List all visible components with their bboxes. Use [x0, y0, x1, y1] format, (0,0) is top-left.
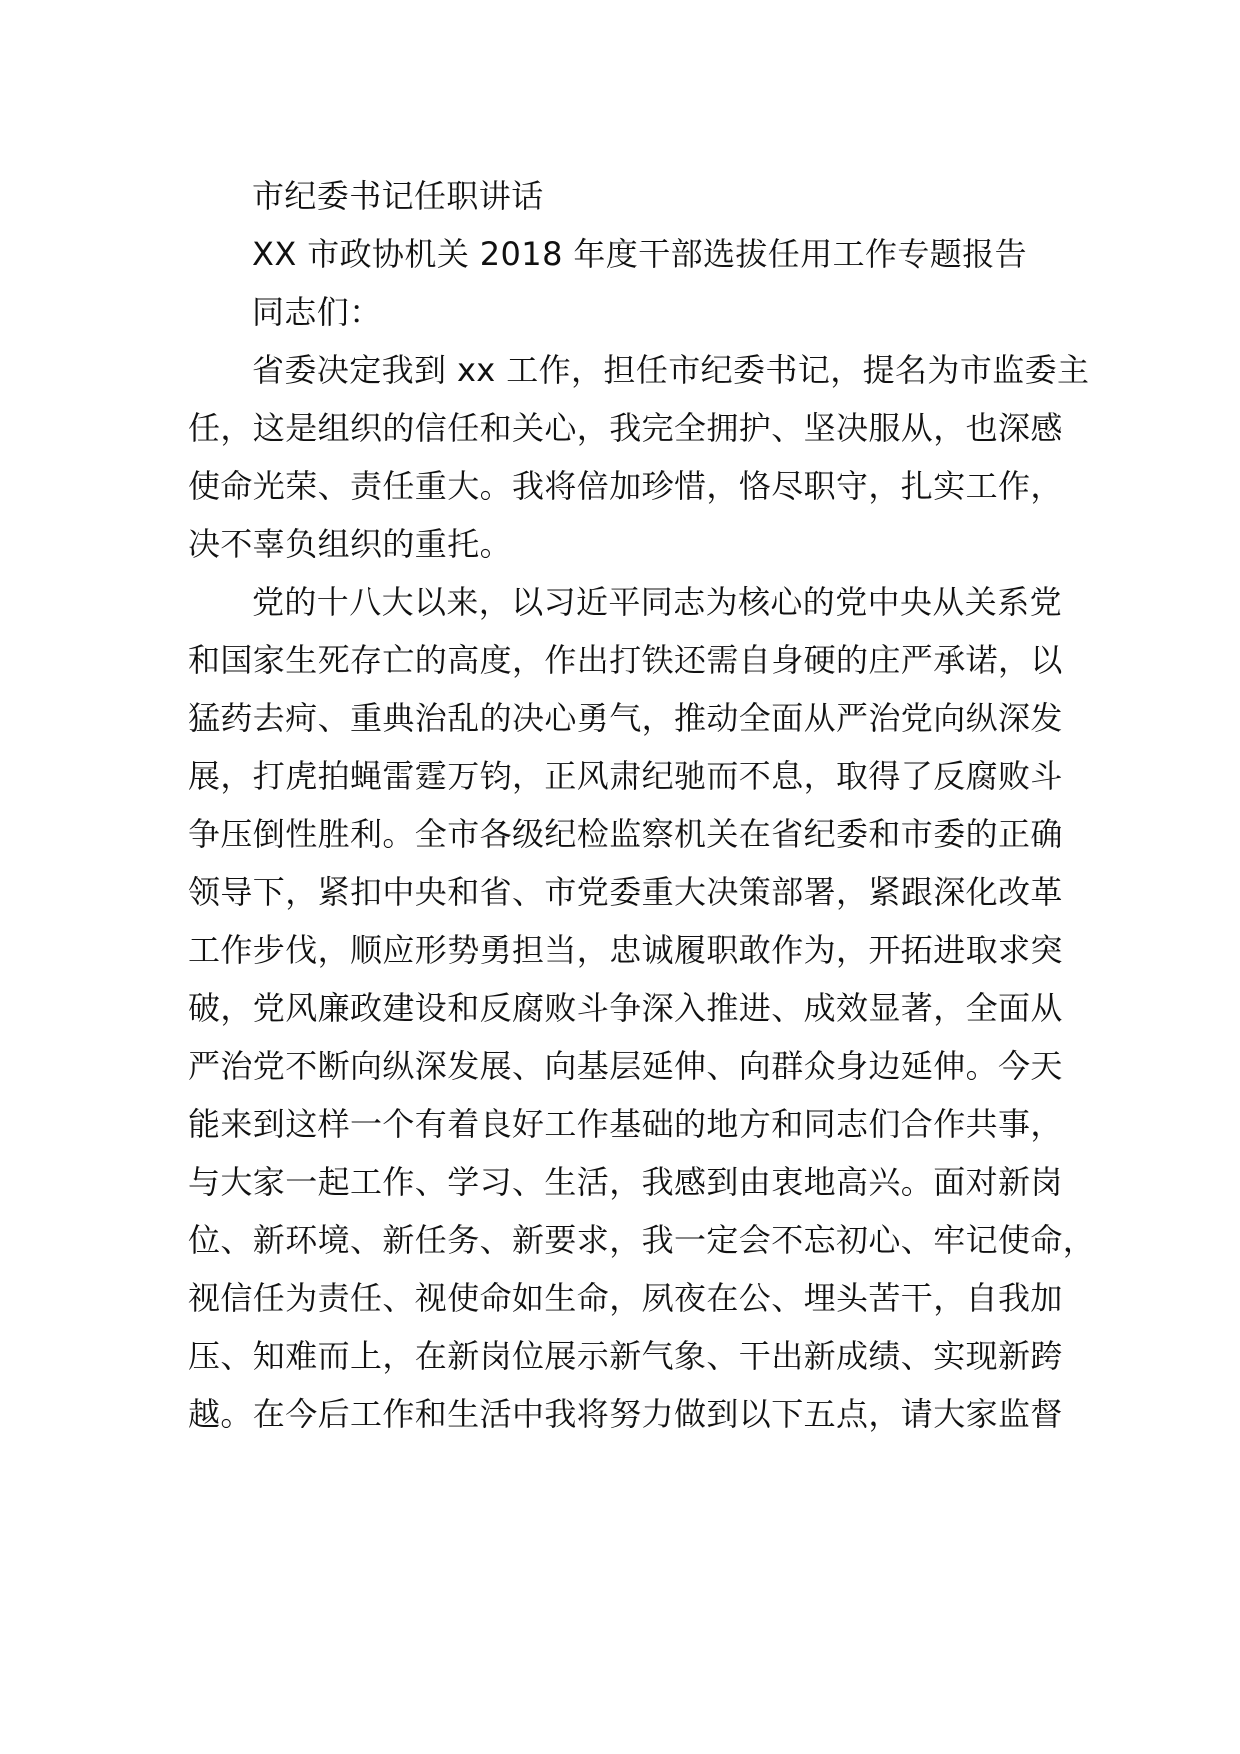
- salutation: 同志们：: [252, 293, 382, 331]
- body-line: 工作步伐，顺应形势勇担当，忠诚履职敢作为，开拓进取求突: [188, 931, 1063, 969]
- body-line: 越。在今后工作和生活中我将努力做到以下五点，请大家监督: [188, 1395, 1063, 1433]
- body-line: 与大家一起工作、学习、生活，我感到由衷地高兴。面对新岗: [188, 1163, 1063, 1201]
- body-line: 视信任为责任、视使命如生命，夙夜在公、埋头苦干，自我加: [188, 1279, 1063, 1317]
- body-line: 党的十八大以来，以习近平同志为核心的党中央从关系党: [252, 583, 1063, 621]
- body-line: 展，打虎拍蝇雷霆万钧，正风肃纪驰而不息，取得了反腐败斗: [188, 757, 1063, 795]
- body-line: 破，党风廉政建设和反腐败斗争深入推进、成效显著，全面从: [188, 989, 1063, 1027]
- body-line: 领导下，紧扣中央和省、市党委重大决策部署，紧跟深化改革: [188, 873, 1063, 911]
- body-line: 猛药去疴、重典治乱的决心勇气，推动全面从严治党向纵深发: [188, 699, 1063, 737]
- document-title: 市纪委书记任职讲话: [252, 177, 544, 215]
- body-line: 位、新环境、新任务、新要求，我一定会不忘初心、牢记使命，: [188, 1221, 1096, 1259]
- body-line: 任，这是组织的信任和关心，我完全拥护、坚决服从，也深感: [188, 409, 1063, 447]
- body-line: 争压倒性胜利。全市各级纪检监察机关在省纪委和市委的正确: [188, 815, 1063, 853]
- body-line: 压、知难而上，在新岗位展示新气象、干出新成绩、实现新跨: [188, 1337, 1063, 1375]
- body-line: 省委决定我到 xx 工作，担任市纪委书记，提名为市监委主: [252, 351, 1090, 389]
- body-line: 和国家生死存亡的高度，作出打铁还需自身硬的庄严承诺，以: [188, 641, 1063, 679]
- body-line: 决不辜负组织的重托。: [188, 525, 513, 563]
- document-subtitle: XX 市政协机关 2018 年度干部选拔任用工作专题报告: [252, 235, 1027, 273]
- body-line: 使命光荣、责任重大。我将倍加珍惜，恪尽职守，扎实工作，: [188, 467, 1063, 505]
- body-line: 严治党不断向纵深发展、向基层延伸、向群众身边延伸。今天: [188, 1047, 1063, 1085]
- body-line: 能来到这样一个有着良好工作基础的地方和同志们合作共事，: [188, 1105, 1063, 1143]
